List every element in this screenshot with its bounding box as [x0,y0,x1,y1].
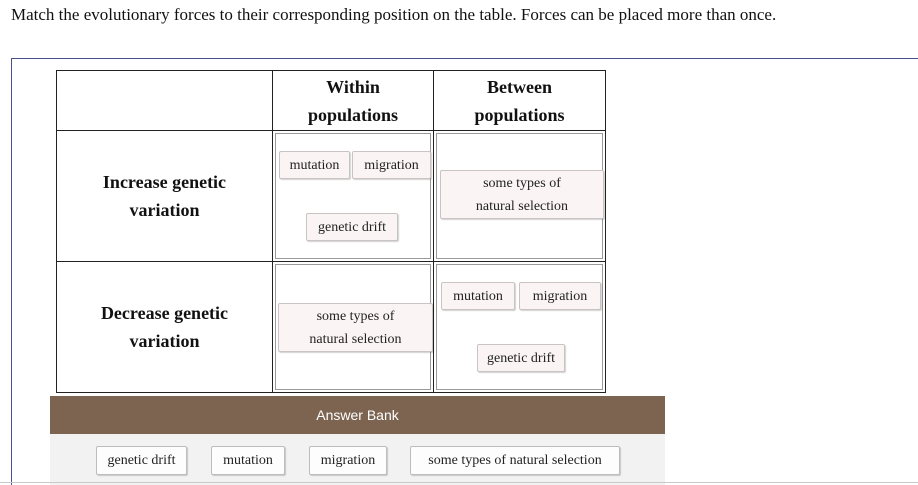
drop-zone-decrease-between[interactable] [434,262,606,393]
corner-cell [57,71,273,131]
drop-target-increase-within[interactable] [275,133,431,259]
row-decrease-line-2: variation [129,331,200,351]
drop-target-decrease-between[interactable] [436,264,603,390]
row-decrease-line-1: Decrease genetic [100,303,229,323]
bank-chip-genetic-drift[interactable]: genetic drift [96,446,187,475]
bank-chip-mutation[interactable]: mutation [211,446,285,475]
row-label-increase [57,131,273,262]
placed-chip-genetic-drift[interactable]: genetic drift [306,213,398,241]
answer-bank-header [50,396,665,434]
placed-chip-some-types-of-natural-selection[interactable] [278,303,433,352]
bottom-divider [0,482,918,483]
matching-table [56,70,606,393]
question-prompt: Match the evolutionary forces to their corresponding position on the table. Forces can be placed more than once. [11,5,777,24]
drop-zone-decrease-within[interactable] [273,262,434,393]
row-increase-line-1: Increase genetic [102,172,227,192]
header-between-populations [434,71,606,131]
drop-target-increase-between[interactable] [436,133,603,259]
chip-line-2: natural selection [475,198,569,214]
chip-line-1: some types of [316,308,395,324]
chip-line-2: natural selection [309,331,402,347]
bank-chip-migration[interactable]: migration [309,446,387,475]
header-within-populations [273,71,434,131]
placed-chip-mutation[interactable]: mutation [279,151,350,179]
drop-zone-increase-within[interactable] [273,131,434,262]
placed-chip-mutation[interactable]: mutation [441,282,515,310]
placed-chip-migration[interactable]: migration [352,151,431,179]
header-within-line-2: populations [307,104,399,125]
row-label-decrease [57,262,273,393]
header-within-line-1: Within [326,76,380,97]
header-between-line-1: Between [487,76,552,97]
bank-chip-some-types-of-natural-selection[interactable]: some types of natural selection [410,446,620,475]
row-increase-line-2: variation [129,200,200,220]
placed-chip-genetic-drift[interactable]: genetic drift [477,344,565,372]
placed-chip-some-types-of-natural-selection[interactable] [440,170,604,219]
answer-bank [50,434,665,485]
answer-bank-title: Answer Bank [316,407,399,423]
chip-line-1: some types of [483,175,561,191]
drop-target-decrease-within[interactable] [275,264,431,390]
drop-zone-increase-between[interactable] [434,131,606,262]
header-between-line-2: populations [474,104,565,125]
placed-chip-migration[interactable]: migration [519,282,601,310]
